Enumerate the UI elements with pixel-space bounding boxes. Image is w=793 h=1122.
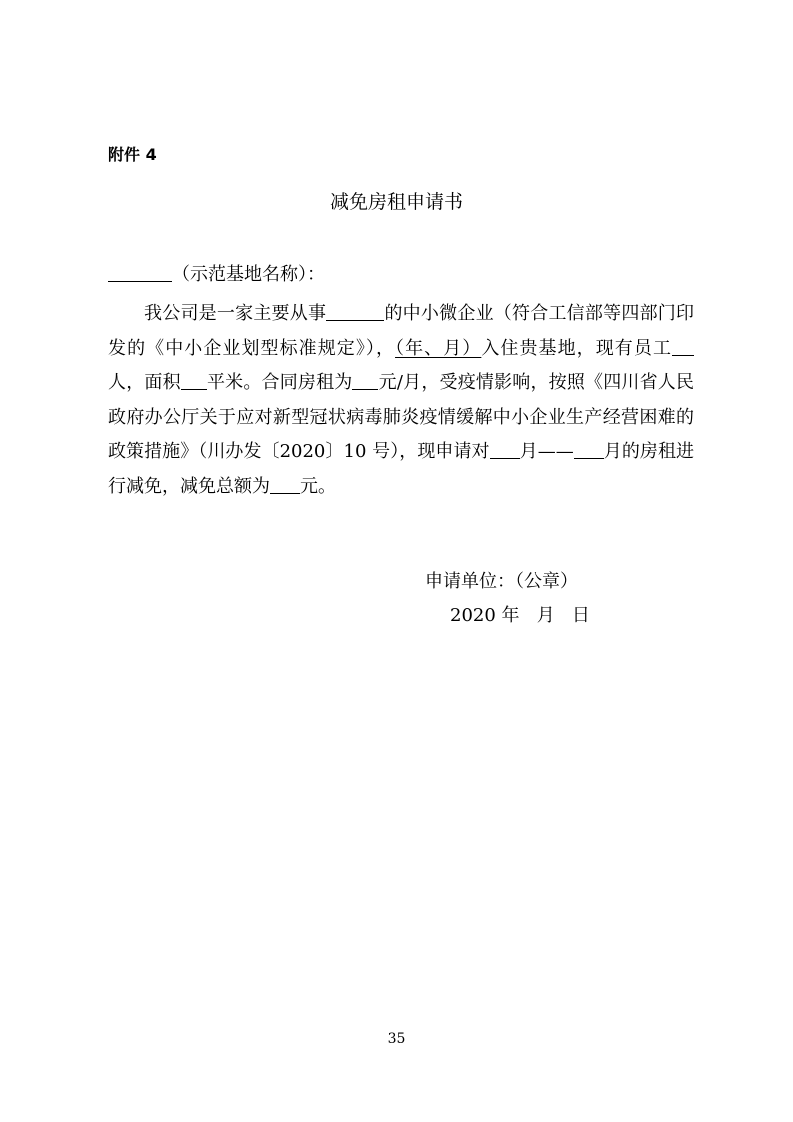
- body-seg-6: 平米。合同房租为: [206, 372, 353, 393]
- base-name-blank[interactable]: [108, 263, 172, 282]
- start-month-blank[interactable]: [490, 440, 520, 459]
- employee-count-blank[interactable]: [672, 337, 694, 356]
- document-title: 减免房租申请书: [329, 191, 463, 213]
- body-seg-2: 的中小微企业（符合工信部等四部门印发的《中小企业划型标准规定》），: [108, 303, 695, 359]
- signature-block: [425, 565, 590, 633]
- page-number: 35: [387, 1031, 406, 1047]
- attachment-label: 附件 4: [108, 145, 157, 164]
- body-seg-4: 入住贵基地，现有员工: [481, 337, 673, 359]
- end-month-blank[interactable]: [574, 440, 604, 459]
- applicant-unit-label: 申请单位：（公章）: [425, 571, 578, 592]
- body-seg-8: 月——: [519, 441, 574, 462]
- salutation-suffix: （示范基地名称）：: [172, 264, 325, 285]
- body-seg-9: 月的房租进行减免，减免总额为: [108, 441, 695, 497]
- area-blank[interactable]: [181, 371, 207, 390]
- salutation-line: [108, 263, 325, 287]
- body-seg-1: 我公司是一家主要从事: [144, 303, 327, 324]
- business-scope-blank[interactable]: [326, 302, 384, 321]
- total-amount-blank[interactable]: [270, 475, 300, 494]
- application-body: [108, 297, 694, 504]
- rent-blank[interactable]: [352, 371, 378, 390]
- signature-date: 2020 年 月 日: [450, 605, 590, 626]
- body-seg-10: 元。: [300, 475, 336, 497]
- body-seg-5: 人，面积: [108, 372, 181, 393]
- move-in-date-field[interactable]: （年、月）: [395, 337, 482, 359]
- body-seg-7: 元/月，受疫情影响，按照《四川省人民政府办公厅关于应对新型冠状病毒肺炎疫情缓解中小企业生产经营困难的政策措施》（川办发〔2020〕10 号），现申请对: [108, 372, 694, 462]
- body-paragraph: [108, 297, 694, 504]
